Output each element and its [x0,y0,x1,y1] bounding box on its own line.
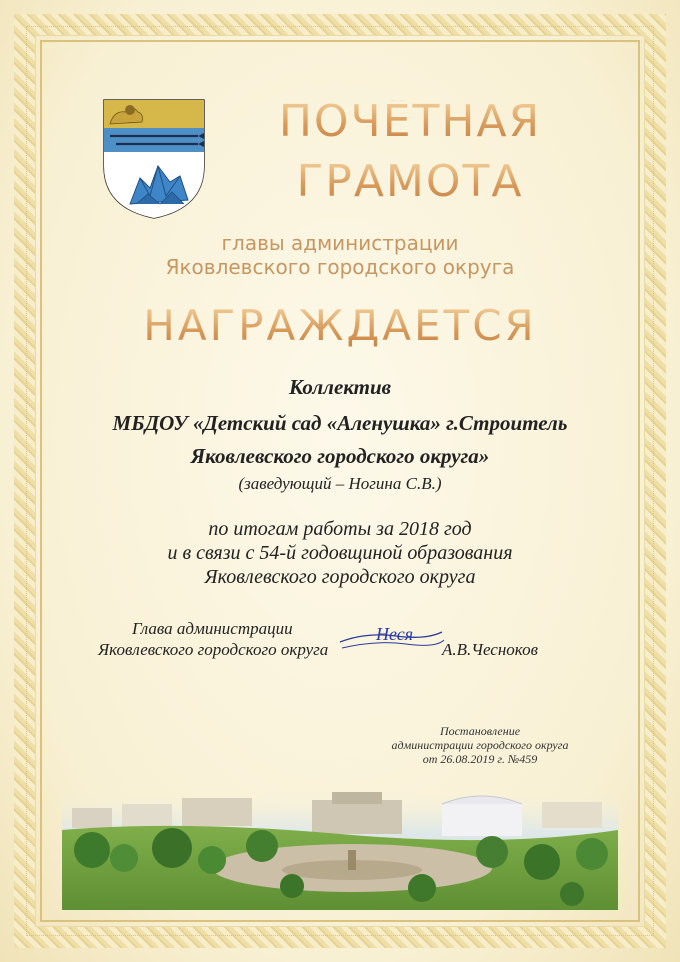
decree-line-3: от 26.08.2019 г. №459 [422,752,538,766]
issuer-line-1: главы администрации [221,231,459,255]
recipient-head: (заведующий – Ногина С.В.) [238,474,442,493]
awarded-heading: НАГРАЖДАЕТСЯ [0,305,680,347]
decree-line-1: Постановление [439,724,521,738]
signer-position-line-2: Яковлевского городского округа [98,640,329,659]
signer-name: А.В.Чесноков [442,640,538,659]
issuer-line-2: Яковлевского городского округа [165,255,515,279]
reason-line-3: Яковлевского городского округа [204,566,476,588]
city-panorama-image [62,790,618,910]
handwritten-signature [336,618,446,662]
coat-of-arms-icon [100,96,208,220]
title-line-2: ГРАМОТА [200,160,620,204]
signer-position-line-1: Глава администрации [132,619,293,638]
reason-line-2: и в связи с 54-й годовщиной образования [167,542,513,564]
svg-text:Неся: Неся [376,624,414,644]
recipient-line-3: Яковлевского городского округа» [190,444,490,468]
decree-line-2: администрации городского округа [391,738,569,752]
title-line-1: ПОЧЁТНАЯ [200,100,620,144]
reason-line-1: по итогам работы за 2018 год [208,518,472,540]
recipient-line-1: Коллектив [288,375,392,399]
recipient-line-2: МБДОУ «Детский сад «Аленушка» г.Строитель [112,411,568,435]
